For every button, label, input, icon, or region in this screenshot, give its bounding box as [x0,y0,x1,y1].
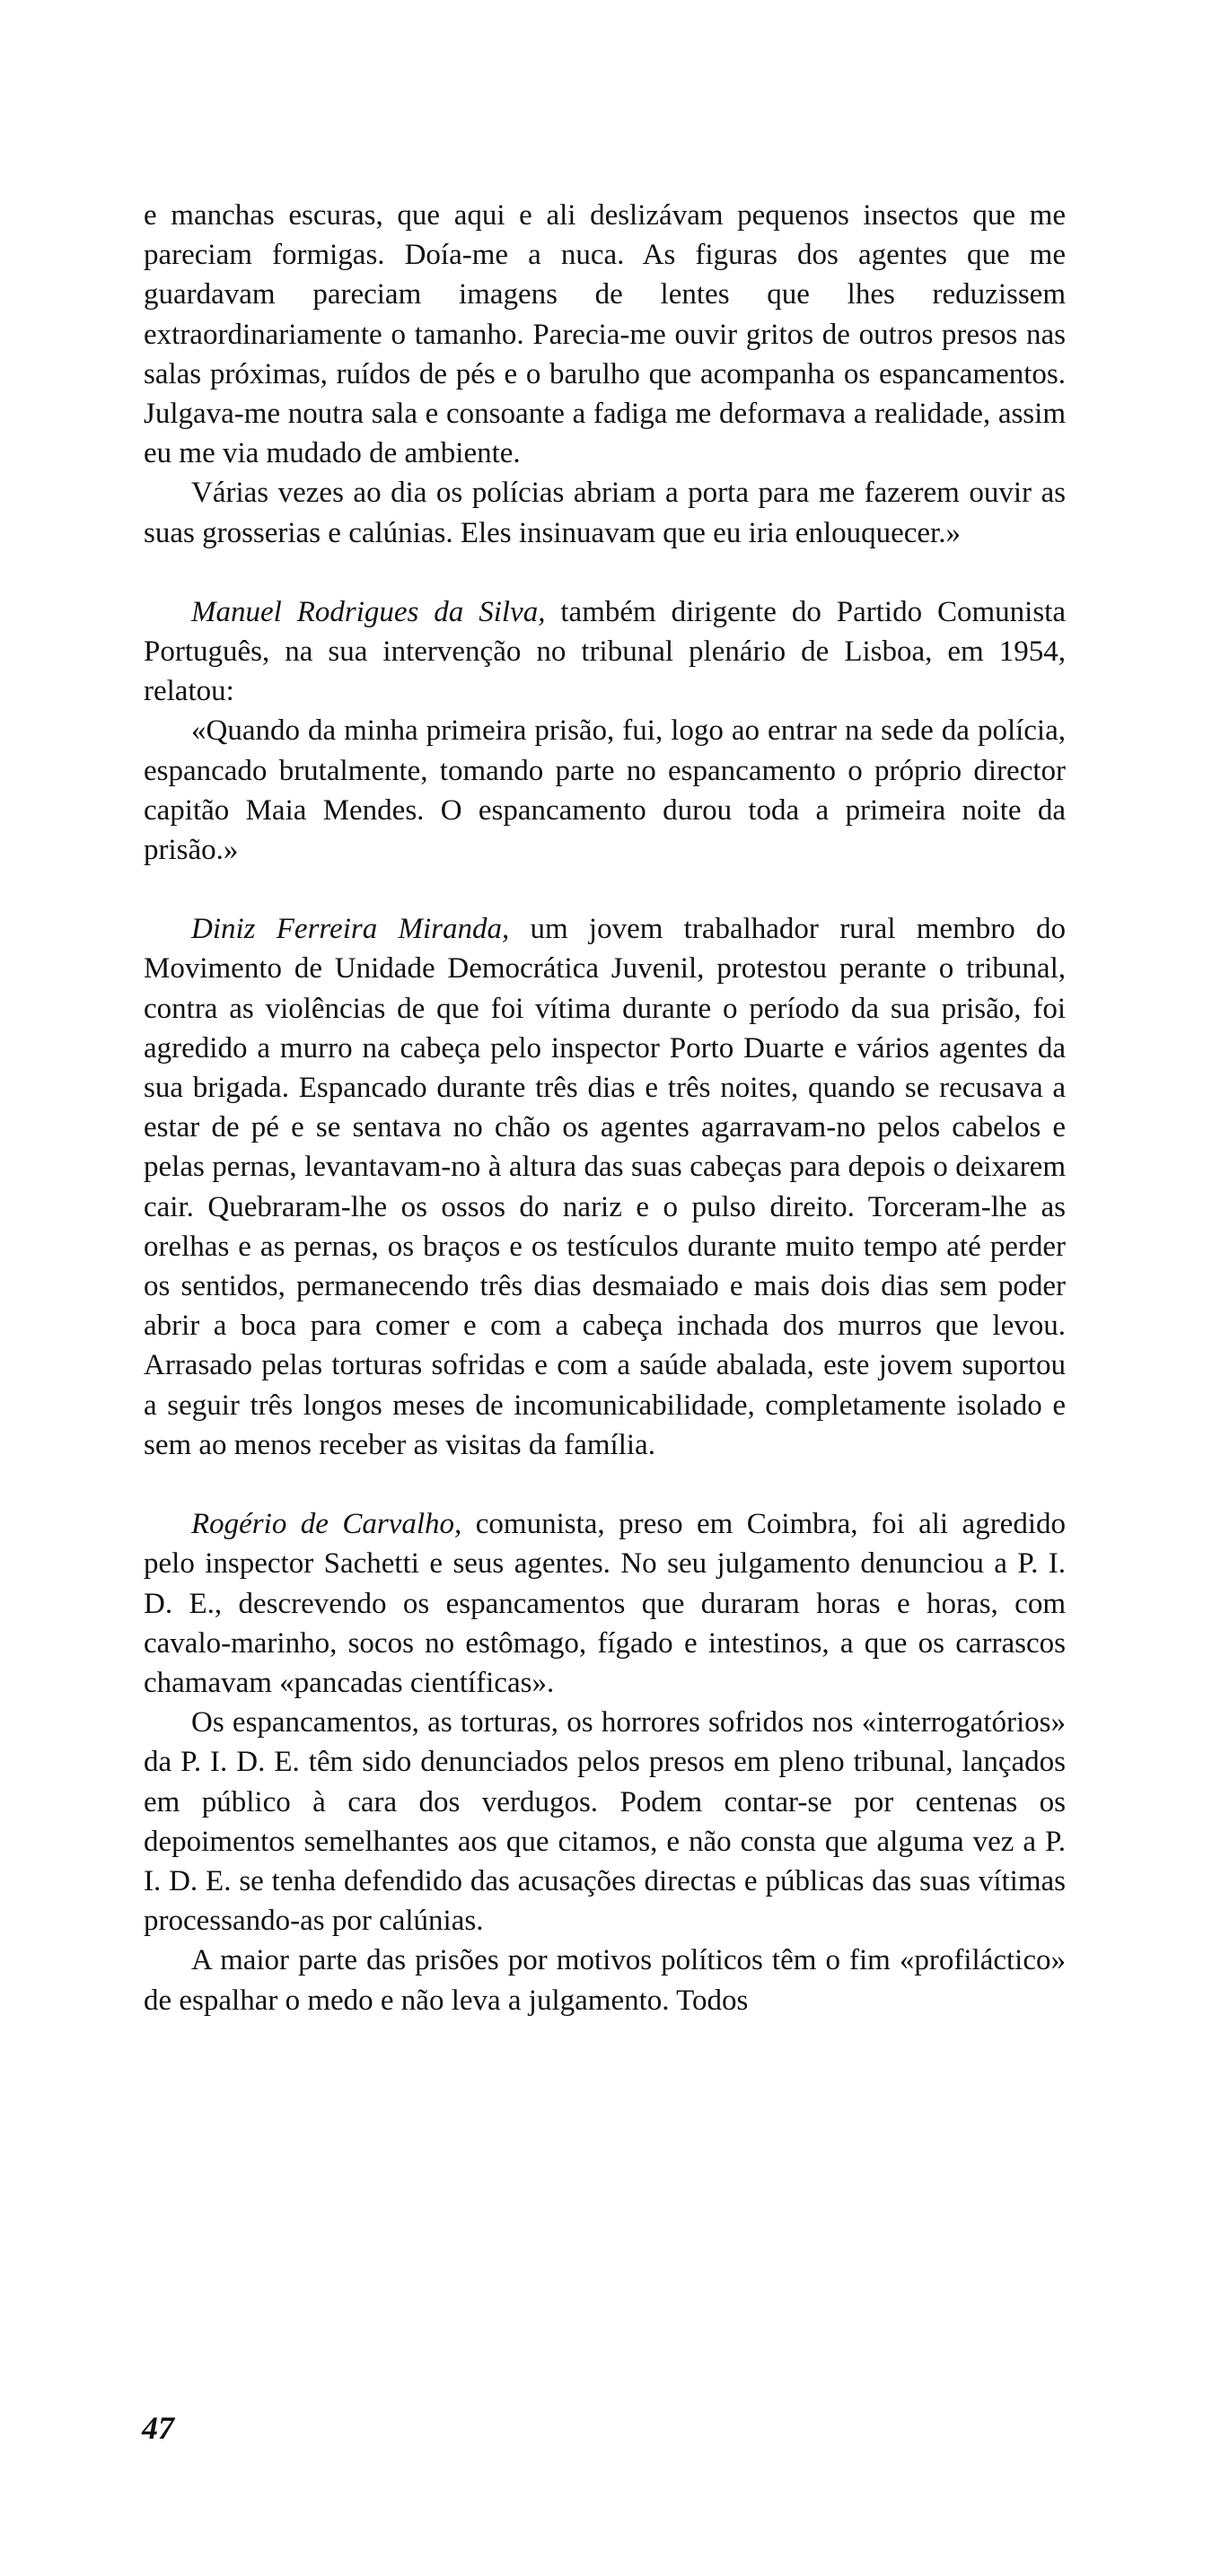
person-name: Manuel Rodrigues da Silva, [191,595,546,628]
paragraph-quote-end [144,473,1066,552]
document-body [144,196,1066,2020]
paragraph-manuel-rodrigues [144,592,1066,712]
paragraph-text: «Quando da minha primeira prisão, fui, logo ao entrar na sede da polícia, espancado brutalmente, tomando parte no espancamento o próprio director capitão Maia Mendes. O espancamento durou toda a primeira noite da prisão.» [144,714,1066,867]
paragraph-prisoes [144,1941,1066,2020]
paragraph-text: também dirigente do Partido Comunista Português, na sua intervenção no tribunal plenário de Lisboa, em 1954, relatou: [144,595,1066,708]
paragraph-text: um jovem trabalhador rural membro do Movimento de Unidade Democrática Juvenil, protestou perante o tribunal, contra as violências de que foi vítima durante o período da sua prisão, foi agredido a murro na cabeça pelo inspector Porto Duarte e vários agentes da sua brigada. Espancado durante três dias e três noites, quando se recusava a estar de pé e se sentava no chão os agentes agarravam-no pelos cabelos e pelas pernas, levantavam-no à altura das suas cabeças para depois o deixarem cair. Quebraram-lhe os ossos do nariz e o pulso direito. Torceram-lhe as orelhas e as pernas, os braços e os testículos durante muito tempo até perder os sentidos, permanecendo três dias desmaiado e mais dois dias sem poder abrir a boca para comer e com a cabeça inchada dos murros que levou. Arrasado pelas torturas sofridas e com a saúde abalada, este jovem suportou a seguir três longos meses de incomunicabilidade, completamente isolado e sem ao menos receber as visitas da família. [144,913,1066,1461]
paragraph-text: e manchas escuras, que aqui e ali deslizávam pequenos insectos que me pareciam formigas. Doía-me a nuca. As figuras dos agentes que me guardavam pareciam imagens de lentes que lhes reduzissem extraordinariamente o tamanho. Parecia-me ouvir gritos de outros presos nas salas próximas, ruídos de pés e o barulho que acompanha os espancamentos. Julgava-me noutra sala e consoante a fadiga me deformava a realidade, assim eu me via mudado de ambiente. [144,199,1066,470]
person-name: Diniz Ferreira Miranda, [191,913,510,946]
person-name: Rogério de Carvalho, [191,1508,462,1541]
paragraph-text: A maior parte das prisões por motivos políticos têm o fim «profiláctico» de espalhar o medo e não leva a julgamento. Todos [144,1944,1066,2017]
paragraph-torturas [144,1703,1066,1941]
paragraph-text: Os espancamentos, as torturas, os horrores sofridos nos «interrogatórios» da P. I. D. E. têm sido denunciados pelos presos em pleno tribunal, lançados em público à cara dos verdugos. Podem contar-se por centenas os depoimentos semelhantes aos que citamos, e não consta que alguma vez a P. I. D. E. se tenha defendido das acusações directas e públicas das suas vítimas processando-as por calúnias. [144,1706,1066,1938]
paragraph-text: Várias vezes ao dia os polícias abriam a porta para me fazerem ouvir as suas grosserias e calúnias. Eles insinuavam que eu iria enlouquecer.» [144,477,1066,549]
paragraph-text: comunista, preso em Coimbra, foi ali agredido pelo inspector Sachetti e seus agentes. No seu julgamento denunciou a P. I. D. E., descrevendo os espancamentos que duraram horas e horas, com cavalo-marinho, socos no estômago, fígado e intestinos, a que os carrascos chamavam «pancadas científicas». [144,1508,1066,1699]
paragraph-quote [144,711,1066,870]
paragraph-continuation [144,196,1066,473]
paragraph-rogerio-carvalho [144,1504,1066,1703]
page-number: 47 [142,2410,174,2446]
paragraph-diniz-miranda [144,909,1066,1465]
